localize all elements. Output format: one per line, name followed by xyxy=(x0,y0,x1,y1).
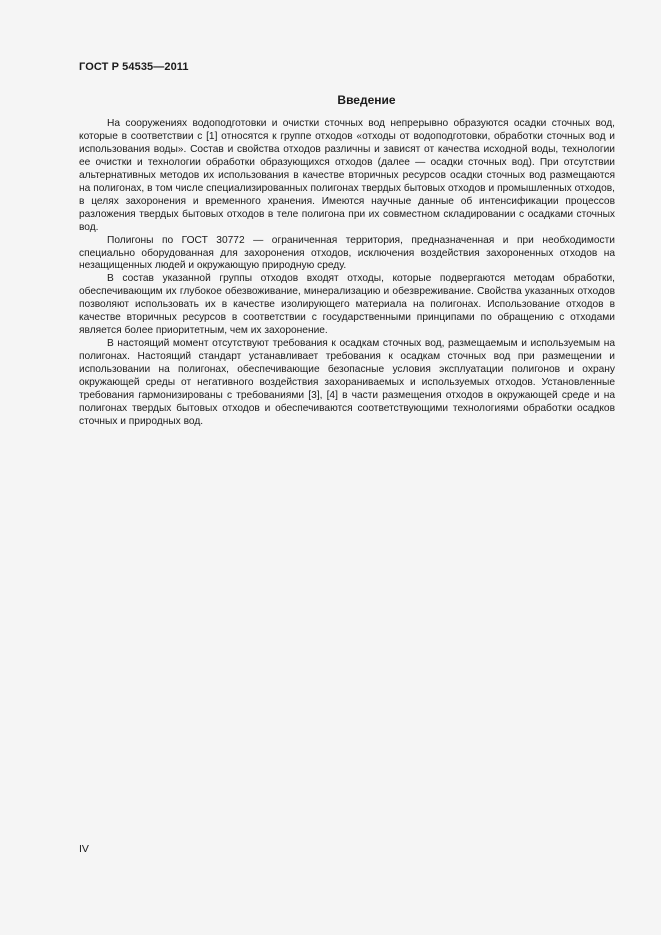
paragraph: В настоящий момент отсутствуют требования к осадкам сточных вод, размещаемым и используемым на полигонах. Настоящий стандарт устанавливает требования к осадкам сточных вод при размещении и использовании на полигонах, обеспечивающие безопасные условия эксплуатации полигонов и охрану окружающей среды от негативного воздействия захораниваемых и используемых отходов. Установленные требования гармонизированы с требованиями [3], [4] в части размещения отходов в окружающей среде и на полигонах твердых бытовых отходов и обеспечиваются соответствующими технологиями обработки осадков сточных и природных вод. xyxy=(79,338,615,427)
page-number: IV xyxy=(79,843,89,855)
section-title: Введение xyxy=(337,93,396,107)
body-text xyxy=(79,118,615,429)
paragraph: Полигоны по ГОСТ 30772 — ограниченная территория, предназначенная и при необходимости специально оборудованная для захоронения отходов, исключения воздействия захороненных отходов на незащищенных людей и окружающую природную среду. xyxy=(79,234,615,272)
paragraph: В состав указанной группы отходов входят отходы, которые подвергаются методам обработки, обеспечивающим их глубокое обезвоживание, минерализацию и обезвреживание. Свойства указанных отходов позволяют использовать их в качестве изолирующего материала на полигонах. Использование отходов в качестве вторичных ресурсов в соответствии с государственными принципами по обращению с отходами является более приоритетным, чем их захоронение. xyxy=(79,273,615,337)
standard-number-header: ГОСТ Р 54535—2011 xyxy=(79,61,189,73)
paragraph: На сооружениях водоподготовки и очистки сточных вод непрерывно образуются осадки сточных вод, которые в соответствии с [1] относятся к группе отходов «отходы от водоподготовки, обработки сточных вод и использования воды». Состав и свойства отходов различны и зависят от качества исходной воды, технологии ее очистки и технологии обработки образующихся отходов (далее — осадки сточных вод). При отсутствии альтернативных методов их использования в качестве вторичных ресурсов осадки сточных вод размещаются на полигонах, в том числе специализированных полигонах твердых бытовых отходов и промышленных отходов, в целях захоронения и временного хранения. Имеются научные данные об интенсификации процессов разложения твердых бытовых отходов в теле полигона при их совместном складировании с осадками сточных вод. xyxy=(79,118,615,233)
